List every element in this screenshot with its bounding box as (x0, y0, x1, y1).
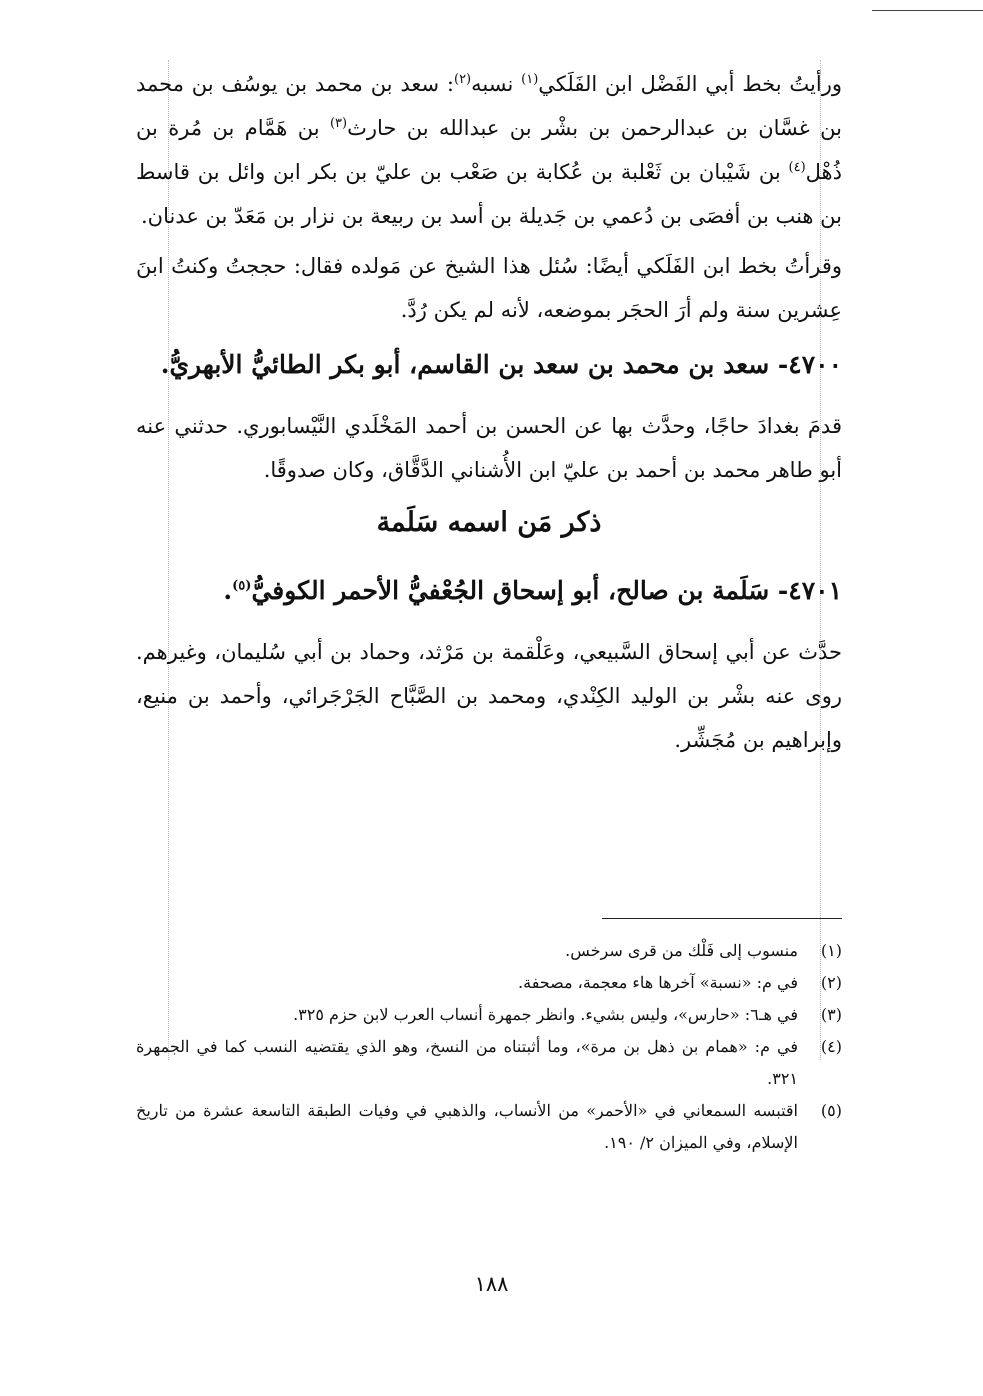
footnote-number: (٢) (820, 973, 842, 992)
top-edge-rule (872, 10, 983, 11)
footnote-item (136, 935, 842, 967)
page-body (136, 62, 842, 768)
footnote-number: (٥) (820, 1101, 842, 1120)
footnote-text: في م: «همام بن ذهل بن مرة»، وما أثبتناه من النسخ، وهو الذي يقتضيه النسب كما في الجمهرة ٣٢١. (136, 1037, 799, 1088)
footnote-item (136, 967, 842, 999)
section-title: ذكر مَن اسمه سَلَمة (376, 507, 602, 538)
page-number: ١٨٨ (474, 1272, 509, 1296)
entry-4700-body: قدمَ بغدادَ حاجًا، وحدَّث بها عن الحسن بن أحمد المَخْلَدي النَّيْسابوري. حدثني عنه أبو طاهر محمد بن أحمد بن عليّ ابن الأُشناني الدَّقَّاق، وكان صدوقًا. (136, 414, 842, 482)
paragraph-birth: وقرأتُ بخط ابن الفَلَكي أيضًا: سُئل هذا الشيخ عن مَولده فقال: حججتُ وكنتُ ابنَ عِشرين سنة ولم أرَ الحجَر بموضعه، لأنه لم يكن رُدَّ. (136, 254, 842, 322)
paragraph-lineage: ورأيتُ بخط أبي الفَضْل ابن الفَلَكي$^{(١)}$ نسبه$^{(٢)}$: سعد بن محمد بن يوسُف بن محمد بن غسَّان بن عبدالرحمن بن بشْر بن عبدالله بن حارث$^{(٣)}$ بن هَمَّام بن مُرة بن ذُهْل$^{(٤)}$ بن شَيْبان بن ثَعْلبة بن عُكابة بن صَعْب بن عليّ بن بكر ابن وائل بن قاسط بن هنب بن أفصَى بن دُعمي بن جَديلة بن أسد بن ربيعة بن نزار بن مَعَدّ بن عدنان. (136, 72, 842, 228)
footnote-item (136, 1095, 842, 1159)
footnote-text: في م: «نسبة» آخرها هاء معجمة، مصحفة. (518, 973, 798, 992)
footnote-text: في هـ٦: «حارس»، وليس بشيء. وانظر جمهرة أنساب العرب لابن حزم ٣٢٥. (293, 1005, 798, 1024)
footnote-text: منسوب إلى فَلْك من قرى سرخس. (565, 941, 798, 960)
footnote-number: (٤) (820, 1037, 842, 1056)
footnote-number: (١) (820, 941, 842, 960)
footnote-number: (٣) (820, 1005, 842, 1024)
footnote-item (136, 999, 842, 1031)
footnotes (136, 935, 842, 1159)
entry-4701-heading: ٤٧٠١- سَلَمة بن صالح، أبو إسحاق الجُعْفيُّ الأحمر الكوفيُّ$^{(٥)}$. (223, 576, 842, 605)
entry-4701-body: حدَّث عن أبي إسحاق السَّبيعي، وعَلْقمة بن مَرْثد، وحماد بن أبي سُليمان، وغيرهم. روى عنه بشْر بن الوليد الكِنْدي، ومحمد بن الصَّبَّاح الجَرْجَرائي، وأحمد بن منيع، وإبراهيم بن مُجَشِّر. (136, 640, 842, 752)
footnote-item (136, 1031, 842, 1095)
entry-4700-heading: ٤٧٠٠- سعد بن محمد بن سعد بن القاسم، أبو بكر الطائيُّ الأبهريُّ. (160, 350, 842, 379)
footnote-separator (602, 918, 842, 919)
footnote-text: اقتبسه السمعاني في «الأحمر» من الأنساب، والذهبي في وفيات الطبقة التاسعة عشرة من تاريخ الإسلام، وفي الميزان ٢/ ١٩٠. (136, 1101, 799, 1152)
